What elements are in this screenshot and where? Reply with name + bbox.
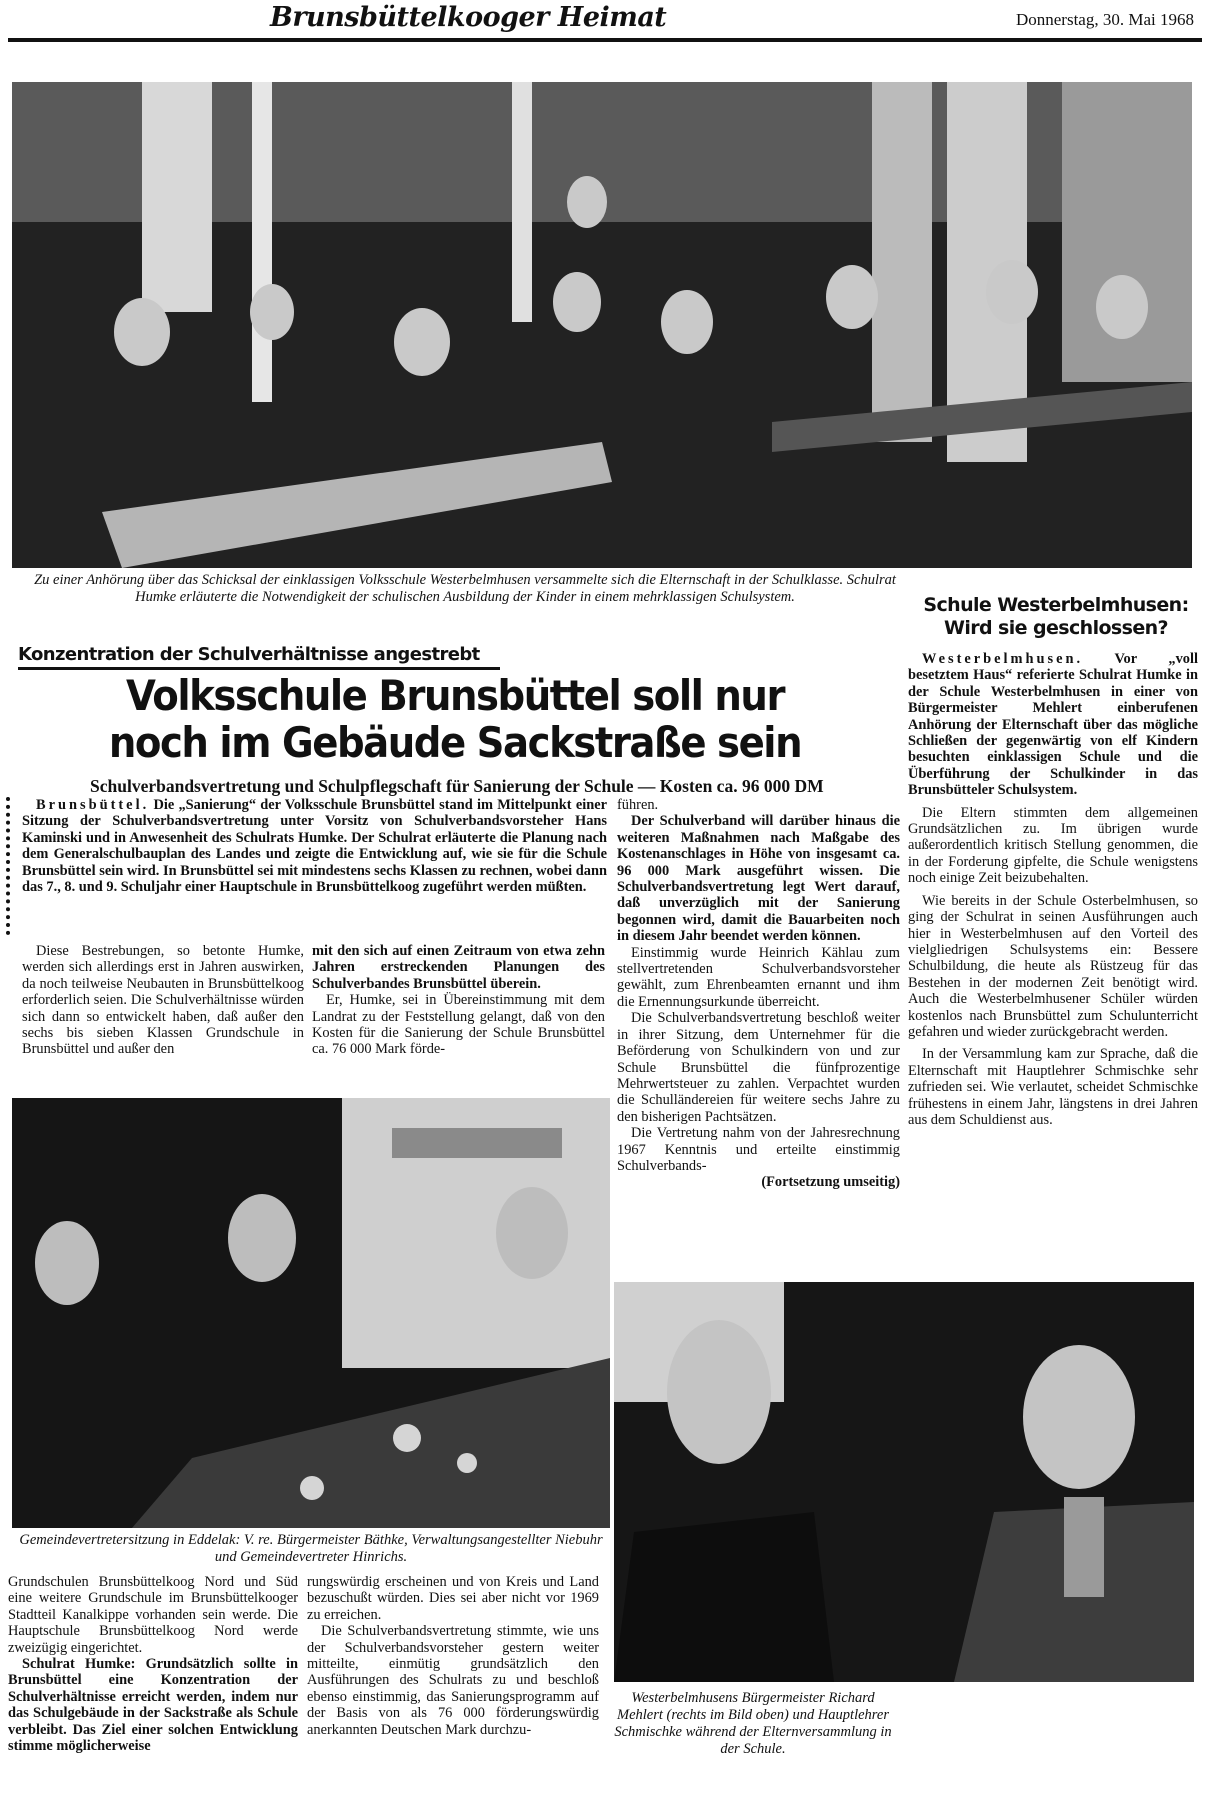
photo-council-meeting-icon — [12, 1098, 610, 1528]
col3-paragraph-2: Einstimmig wurde Heinrich Kählau zum stellvertretenden Schulverbandsvorsteher gewählt, zum Ehrenbeamten ernannt und ihm die Ernennungsurkunde überreicht. — [617, 944, 900, 1010]
article-subhead: Schulverbandsvertretung und Schulpflegschaft für Sanierung der Schule — Kosten ca. 96 000 DM — [90, 776, 824, 796]
side-headline-line-1: Schule Westerbelmhusen: — [923, 594, 1189, 616]
article-col-3 — [617, 797, 900, 1191]
article-headline — [36, 672, 873, 766]
col3-continuation: führen. — [617, 797, 659, 813]
lead-text: Die „Sanierung“ der Volksschule Brunsbüttel stand im Mittelpunkt einer Sitzung der Schulverbandsvertretung unter Vorsitz von Schulverbandsvorsteher Hans Kaminski und in Anwesenheit des Schulrats Humke. Der Schulrat erläuterte die Planung nach dem Generalschulbauplan des Landes und zeigte die Entwicklung auf, wie sie für die Schule Brunsbüttel sein wird. In Brunsbüttel sei mit mindestens sechs Klassen zu rechnen, wobei dann das 7., 8. und 9. Schuljahr einer Hauptschule in Brunsbüttelkoog zugeführt werden müßten. — [22, 797, 607, 896]
lead-dateline: Brunsbüttel. — [36, 797, 150, 813]
side-dateline: Westerbelmhusen. — [922, 651, 1084, 667]
portrait-photo-caption: Westerbelmhusens Bürgermeister Richard Mehlert (rechts im Bild oben) und Hauptlehrer Schmischke während der Elternversammlung in der Schule. — [614, 1690, 892, 1757]
headline-line-1: Volksschule Brunsbüttel soll nur — [125, 671, 785, 720]
lead-paragraph — [22, 797, 607, 895]
col3-paragraph-3: Die Schulverbandsvertretung beschloß weiter in ihrer Sitzung, dem Unternehmer für die Beförderung von Schulkindern von und zur Schule Brunsbüttel die fünfprozentige Mehrwertsteuer zu zahlen. Verpachtet wurden die Schulländereien für weitere sechs Jahre zu den bisherigen Pachtsätzen. — [617, 1010, 900, 1125]
side-article-headline — [908, 594, 1204, 640]
masthead — [0, 0, 1208, 44]
col2-paragraph: Er, Humke, sei in Übereinstimmung mit dem Landrat zu der Feststellung gelangt, daß von den Kosten für die Sanierung der Schule Brunsbüttel ca. 76 000 Mark förde- — [312, 992, 605, 1058]
headline-line-2: noch im Gebäude Sackstraße sein — [108, 718, 802, 767]
article-kicker: Konzentration der Schulverhältnisse angestrebt — [18, 644, 500, 670]
side-paragraph-1: Vor „voll besetztem Haus“ referierte Schulrat Humke in der Schule Westerbelmhusen in einer von Bürgermeister Mehlert einberufenen Anhörung der Elternschaft über das mögliche Schließen der gegenwärtig von elf Kindern besuchten einklassigen Schule und die Überführung der Schulkinder in das Brunsbütteler Schulsystem. — [908, 651, 1199, 799]
article-col-2 — [312, 943, 605, 1058]
side-article-body — [908, 651, 1198, 1128]
photo-parents-meeting-icon — [12, 82, 1192, 568]
col2-paragraph-bold: mit den sich auf einen Zeitraum von etwa zehn Jahren erstreckenden Planungen des Schulverbandes Brunsbüttel überein. — [312, 943, 605, 992]
lead-ornament-border — [6, 797, 16, 935]
top-photo-caption: Zu einer Anhörung über das Schicksal der einklassigen Volksschule Westerbelmhusen versammelte sich die Elternschaft in der Schulklasse. Schulrat Humke erläuterte die Notwendigkeit der schulischen Ausbildung der Kinder in einem mehrklassigen Schulsystem. — [34, 572, 896, 605]
side-paragraph-2: Die Eltern stimmten dem allgemeinen Grundsätzlichen zu. Im übrigen wurde außerordentlich kritisch Stellung genommen, die in der Forderung gipfelte, die Schule wenigstens noch einige Zeit beizubehalten. — [908, 804, 1198, 887]
photo-mayor-and-teacher-icon — [614, 1282, 1194, 1682]
bottom-col2-paragraph-1: rungswürdig erscheinen und von Kreis und Land bezuschußt würden. Dies sei aber nicht vor 1969 zu erreichen. — [307, 1574, 599, 1623]
bottom-col1-paragraph-bold: Schulrat Humke: Grundsätzlich sollte in Brunsbüttel eine Konzentration der Schulverhältnisse erreicht werden, indem nur das Schulgebäude in der Sackstraße als Schule verbleibt. Das Ziel einer solchen Entwicklung stimme möglicherweise — [8, 1656, 298, 1755]
bottom-col1-paragraph: Grundschulen Brunsbüttelkoog Nord und Süd eine weitere Grundschule im Brunsbüttelkooger Stadtteil Kanalkippe vorhanden sein werde. Die Hauptschule Brunsbüttelkoog Nord werde zweizügig eingerichtet. — [8, 1574, 298, 1656]
masthead-rule — [8, 38, 1202, 42]
bottom-col2-paragraph-2: Die Schulverbandsvertretung stimmte, wie uns der Schulverbandsvorsteher gestern weiter mitteilte, einmütig grundsätzlich den Ausführungen des Schulrats zu und beschloß ebenso einstimmig, das Sanierungsprogramm auf der Basis von als 76 000 förderungswürdig anerkannten Deutschen Mark durchzu- — [307, 1623, 599, 1738]
side-paragraph-3: Wie bereits in der Schule Osterbelmhusen, so ging der Schulrat in seinen Ausführungen auch hier in Westerbelmhusen auf den Vorteil des vielgliedrigen Schulsystems ein: Bessere Schulbildung, die heute als Rüstzeug für das Bestehen in der modernen Zeit benötigt wird. Auch die Westerbelmhusener Schüler würden kostenlos nach Brunsbüttel zum Schulunterricht gefahren und wieder zurückgebracht werden. — [908, 892, 1198, 1040]
article-bottom-col-2 — [307, 1574, 599, 1738]
article-col-1 — [22, 943, 304, 1058]
col3-paragraph-bold: Der Schulverband will darüber hinaus die weiteren Maßnahmen nach Maßgabe des Kostenanschlages in Höhe von insgesamt ca. 96 000 Mark ausgeführt wissen. Die Schulverbandsvertretung legt Wert darauf, daß unverzüglich mit der Sanierung begonnen wird, damit die Bauarbeiten noch in diesem Jahr beendet werden können. — [617, 813, 900, 945]
issue-date: Donnerstag, 30. Mai 1968 — [1015, 10, 1194, 29]
side-headline-line-2: Wird sie geschlossen? — [944, 617, 1168, 639]
side-paragraph-4: In der Versammlung kam zur Sprache, daß die Elternschaft mit Hauptlehrer Schmischke sehr zufrieden sei. Wie verlautet, scheidet Schmischke frühestens in einem Jahr, längstens in drei Jahren aus dem Schuldienst aus. — [908, 1046, 1198, 1128]
eddelak-photo-caption: Gemeindevertretersitzung in Eddelak: V. re. Bürgermeister Bäthke, Verwaltungsangestellter Niebuhr und Gemeindevertreter Hinrichs. — [19, 1532, 603, 1565]
article-bottom-col-1 — [8, 1574, 298, 1754]
newspaper-title: Brunsbüttelkooger Heimat — [270, 2, 667, 33]
col1-paragraph: Diese Bestrebungen, so betonte Humke, werden sich allerdings erst in Jahren auswirken, da noch teilweise Neubauten in Brunsbüttelkoog erforderlich seien. Die Schulverhältnisse würden sich dann so entwickelt haben, daß außer den sechs bis sieben Klassen Grundschule in Brunsbüttel und außer den — [22, 943, 304, 1058]
continued-note: (Fortsetzung umseitig) — [761, 1174, 900, 1191]
col3-paragraph-4: Die Vertretung nahm von der Jahresrechnung 1967 Kenntnis und erteilte einstimmig Schulverbands- — [617, 1125, 900, 1174]
